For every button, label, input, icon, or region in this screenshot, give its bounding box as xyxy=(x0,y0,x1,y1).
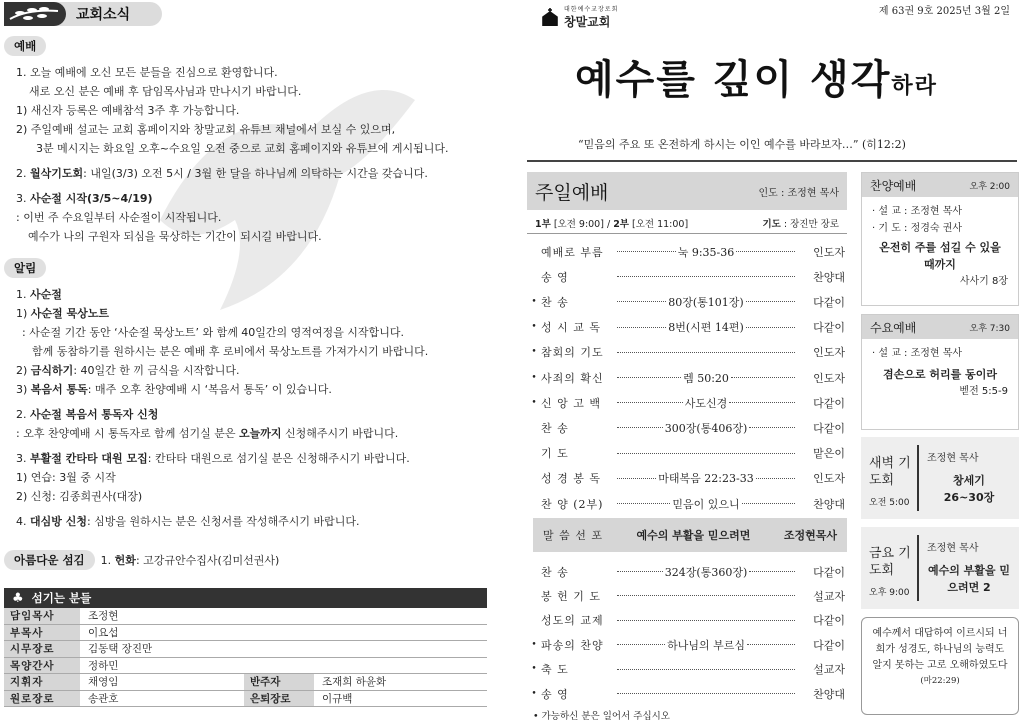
order-middle xyxy=(611,370,801,386)
notice-item-1-1 xyxy=(16,304,428,323)
order-row xyxy=(527,633,845,656)
order-middle xyxy=(611,319,801,335)
order-middle xyxy=(611,352,801,353)
order-content: 눅 9:35-36 xyxy=(677,245,735,259)
notice-item-4 xyxy=(16,512,428,531)
order-content: 300장(통406장) xyxy=(664,421,748,435)
box-prayer: · 기 도 : 정경숙 권사 xyxy=(872,223,963,234)
order-person: 인도자 xyxy=(813,371,845,385)
order-name: 봉 헌 기 도 xyxy=(541,589,601,603)
box-title: 수요예배 xyxy=(870,320,917,335)
order-row xyxy=(527,290,845,313)
staff-name: 이요섭 xyxy=(88,626,119,639)
worship-line: 새로 오신 분은 예배 후 담임목사님과 만나시기 바랍니다. xyxy=(29,85,302,98)
order-person: 다같이 xyxy=(813,614,845,628)
sunday-worship-leader: 인도 : 조정현 목사 xyxy=(758,187,839,199)
sermon-label: 말 씀 선 포 xyxy=(543,529,603,542)
box-sermon: 온전히 주를 섬길 수 있을 때까지 xyxy=(879,241,1001,271)
notice-item-2 xyxy=(16,405,428,424)
notice-item-1-2 xyxy=(16,361,428,380)
stand-note: • 가능하신 분은 일어서 주십시오 xyxy=(533,711,670,720)
order-middle xyxy=(611,453,801,454)
order-content: 80장(통101장) xyxy=(668,295,744,309)
item-label: 사순절 xyxy=(30,288,62,301)
order-name: 찬 송 xyxy=(541,565,569,579)
order-row xyxy=(527,265,845,288)
order-person: 다같이 xyxy=(813,638,845,652)
staff-header xyxy=(4,588,487,608)
service-1: 1부 xyxy=(535,218,551,230)
box-title: 찬양예배 xyxy=(870,178,917,193)
prayer-info xyxy=(762,216,839,230)
staff-name: 김동택 장진만 xyxy=(88,643,153,656)
box-preacher: · 설 교 : 조정현 목사 xyxy=(872,206,963,217)
order-person: 다같이 xyxy=(813,396,845,410)
church-logo xyxy=(540,4,618,30)
order-row xyxy=(527,416,845,439)
sunday-worship-title: 주일예배 xyxy=(535,181,609,204)
item-text: : 고강규안수집사(김미선권사) xyxy=(135,553,280,567)
notice-item-2-text xyxy=(16,424,428,443)
bullet-icon: • xyxy=(531,664,537,675)
church-building-icon xyxy=(540,8,560,26)
quote-text: 예수께서 대답하여 이르시되 너희가 성경도, 하나님의 능력도 알지 못하는 고로 오해하였도다 xyxy=(872,628,1008,671)
item-number: 2. xyxy=(16,167,30,180)
main-title-text: 예수를 깊이 생각 xyxy=(575,56,892,103)
worship-line: : 이번 주 수요일부터 사순절이 시작됩니다. xyxy=(16,211,222,224)
item-text: : 칸타타 대원으로 섬기실 분은 신청해주시기 바랍니다. xyxy=(147,452,410,465)
box-time: 오후 7:30 xyxy=(969,323,1010,334)
worship-line: 예수가 나의 구원자 되심을 묵상하는 기간이 되시길 바랍니다. xyxy=(28,230,322,243)
order-person: 인도자 xyxy=(813,245,845,259)
box-title: 새벽 기도회 xyxy=(869,456,911,488)
item-number: 2) xyxy=(16,364,31,377)
church-name: 창말교회 xyxy=(564,15,611,29)
order-middle xyxy=(611,294,801,310)
staff-role: 반주자 xyxy=(244,674,314,690)
order-middle xyxy=(611,637,801,653)
order-name: 참회의 기도 xyxy=(541,346,604,360)
notice-item-3 xyxy=(16,449,428,468)
order-person: 찬양대 xyxy=(813,687,845,701)
box-time: 오전 5:00 xyxy=(869,498,910,508)
staff-name: 조정현 xyxy=(88,610,119,623)
notice-pill: 알림 xyxy=(4,258,46,278)
table-row xyxy=(4,641,487,658)
item-label: 사순절 묵상노트 xyxy=(30,307,110,320)
box-sermon: 겸손으로 허리를 동이라 xyxy=(883,368,997,381)
item-label: 사순절 시작(3/5~4/19) xyxy=(30,192,153,205)
order-name: 찬 양 (2부) xyxy=(541,497,604,511)
notice-item-1 xyxy=(16,285,428,304)
item-text: : 오후 찬양예배 시 통독자로 함께 섬기실 분은 xyxy=(16,427,239,440)
item-label: 사순절 복음서 통독자 신청 xyxy=(30,408,159,421)
box-ref: 벧전 5:5-9 xyxy=(959,386,1008,397)
order-person: 찬양대 xyxy=(813,497,845,511)
item-text: : 심방을 원하시는 분은 신청서를 작성해주시기 바랍니다. xyxy=(86,515,360,528)
box-preacher: · 설 교 : 조정현 목사 xyxy=(872,348,963,359)
item-label: 복음서 통독 xyxy=(30,383,88,396)
staff-name: 조재희 하윤화 xyxy=(322,676,387,689)
sunday-worship-header xyxy=(527,172,847,210)
box-right xyxy=(919,527,1019,609)
order-person: 다같이 xyxy=(813,295,845,309)
notice-line: 함께 동참하기를 원하시는 분은 예배 후 로비에서 묵상노트를 가져가시기 바랍니다. xyxy=(32,345,429,358)
order-row xyxy=(527,584,845,607)
order-middle xyxy=(611,244,801,260)
worship-section xyxy=(4,36,46,56)
bullet-icon: • xyxy=(531,296,537,307)
staff-title: 섬기는 분들 xyxy=(31,591,92,605)
bullet-icon: • xyxy=(531,688,537,699)
dawn-prayer-box xyxy=(861,437,1019,519)
notice-line: 1) 연습: 3월 중 시작 xyxy=(16,471,116,484)
sermon-title: 예수의 부활을 믿으려면 xyxy=(636,529,751,542)
box-left xyxy=(861,445,919,511)
order-person: 설교자 xyxy=(813,589,845,603)
notice-line: : 사순절 기간 동안 ‘사순절 묵상노트’ 와 함께 40일간의 영적여정을 시작합니다. xyxy=(22,326,404,339)
order-person: 다같이 xyxy=(813,421,845,435)
table-row xyxy=(4,674,487,691)
worship-body xyxy=(16,63,448,246)
box-time: 오후 2:00 xyxy=(969,181,1010,192)
order-content: 8번(시편 14편) xyxy=(668,321,744,335)
order-person: 다같이 xyxy=(813,565,845,579)
notice-item-1-3 xyxy=(16,380,428,399)
beautiful-pill: 아름다운 섬김 xyxy=(4,550,95,570)
order-person: 설교자 xyxy=(813,663,845,677)
order-content: 하나님의 부르심 xyxy=(667,638,745,652)
sermon-box xyxy=(533,518,847,552)
item-number: 1) xyxy=(16,307,31,320)
item-emphasis: 오늘까지 xyxy=(238,427,282,440)
order-name: 성 경 봉 독 xyxy=(541,472,601,486)
bullet-icon: • xyxy=(531,347,537,358)
order-row xyxy=(527,442,845,465)
order-content: 렘 50:20 xyxy=(683,371,729,385)
order-row xyxy=(527,492,845,515)
people-icon: ♣ xyxy=(12,590,24,606)
box-body xyxy=(862,197,1018,296)
item-text: 신청해주시기 바랍니다. xyxy=(281,427,399,440)
order-content: 믿음이 있으니 xyxy=(672,497,740,511)
order-row xyxy=(527,366,845,389)
box-pastor: 조정현 목사 xyxy=(927,453,979,464)
order-middle xyxy=(611,595,801,596)
order-row xyxy=(527,560,845,583)
order-name: 성도의 교제 xyxy=(541,614,604,628)
item-number: 2. xyxy=(16,408,30,421)
worship-line: 1. 오늘 예배에 오신 모든 분들을 진심으로 환영합니다. xyxy=(16,66,278,79)
item-text: : 매주 오후 찬양예배 시 ‘복음서 통독’ 이 있습니다. xyxy=(87,383,332,396)
sunday-worship-times xyxy=(527,212,847,234)
staff-role: 부목사 xyxy=(4,625,80,641)
box-pastor: 조정현 목사 xyxy=(927,543,979,554)
table-row xyxy=(4,691,487,708)
staff-name: 이규백 xyxy=(322,692,353,705)
item-number: 1. xyxy=(100,553,115,567)
staff-role: 담임목사 xyxy=(4,608,80,624)
item-label: 헌화 xyxy=(114,553,136,567)
item-number: 1. xyxy=(16,288,30,301)
box-body xyxy=(862,339,1018,406)
order-name: 축 도 xyxy=(541,663,569,677)
wednesday-worship-box xyxy=(861,314,1019,430)
bullet-icon: • xyxy=(531,639,537,650)
item-number: 3. xyxy=(16,192,30,205)
order-middle xyxy=(611,496,801,512)
order-middle xyxy=(611,395,801,411)
order-name: 신 앙 고 백 xyxy=(541,396,601,410)
friday-prayer-box xyxy=(861,527,1019,609)
box-right xyxy=(919,437,1019,519)
table-row xyxy=(4,658,487,675)
olive-branch-icon xyxy=(4,2,66,26)
order-row xyxy=(527,391,845,414)
box-text: 창세기 26~30장 xyxy=(943,474,995,504)
item-number: 3. xyxy=(16,452,30,465)
order-row xyxy=(527,609,845,632)
bullet-icon: • xyxy=(531,397,537,408)
service-2: 2부 xyxy=(613,218,629,230)
order-name: 송 영 xyxy=(541,687,569,701)
staff-name: 채영임 xyxy=(88,676,119,689)
item-text: : 내일(3/3) 오전 5시 / 3월 한 달을 하나님께 의탁하는 시간을 갖습니다. xyxy=(83,167,428,180)
quote-box xyxy=(861,617,1019,715)
order-row xyxy=(527,682,845,705)
order-name: 기 도 xyxy=(541,447,569,461)
theme-verse: “믿음의 주요 또 온전하게 하시는 이인 예수를 바라보자…” (히12:2) xyxy=(578,138,906,151)
main-title xyxy=(575,48,938,105)
order-name: 찬 송 xyxy=(541,295,569,309)
bullet-icon: • xyxy=(531,322,537,333)
service-1-time: [오전 9:00] / xyxy=(550,218,614,230)
order-middle xyxy=(611,564,801,580)
order-middle xyxy=(611,693,801,694)
prayer-person: : 장진만 장로 xyxy=(780,218,839,230)
table-row xyxy=(4,608,487,625)
box-ref: 사사기 8장 xyxy=(959,276,1008,287)
order-name: 사죄의 확신 xyxy=(541,371,604,385)
order-name: 송 영 xyxy=(541,270,569,284)
order-person: 다같이 xyxy=(813,321,845,335)
order-name: 예배로 부름 xyxy=(541,245,604,259)
staff-role: 목양간사 xyxy=(4,658,80,674)
praise-worship-box xyxy=(861,172,1019,306)
item-label: 금식하기 xyxy=(30,364,74,377)
box-header xyxy=(862,315,1018,339)
staff-role: 지휘자 xyxy=(4,674,80,690)
staff-name: 송관호 xyxy=(88,692,119,705)
order-middle xyxy=(611,276,801,277)
order-name: 찬 송 xyxy=(541,421,569,435)
box-text: 예수의 부활을 믿으려면 2 xyxy=(927,564,1011,594)
order-row xyxy=(527,658,845,681)
item-number: 3) xyxy=(16,383,31,396)
prayer-label: 기도 xyxy=(762,218,781,230)
issue-info: 제 63권 9호 2025년 3월 2일 xyxy=(878,6,1010,17)
order-middle xyxy=(611,669,801,670)
order-content: 324장(통360장) xyxy=(664,565,748,579)
notice-body xyxy=(16,285,428,531)
box-time: 오후 9:00 xyxy=(869,588,910,598)
service-2-time: [오전 11:00] xyxy=(628,218,689,230)
order-middle xyxy=(611,420,801,436)
order-content: 사도신경 xyxy=(684,396,728,410)
item-label: 부활절 칸타타 대원 모집 xyxy=(30,452,148,465)
church-denomination: 대한예수교장로회 xyxy=(564,6,619,13)
box-left xyxy=(861,535,919,601)
news-title: 교회소식 xyxy=(76,7,131,23)
order-person: 찬양대 xyxy=(813,270,845,284)
order-row xyxy=(527,240,845,263)
beautiful-service xyxy=(4,550,279,570)
worship-line: 2) 주일예배 설교는 교회 홈페이지와 창말교회 유튜브 채널에서 보실 수 있으며, xyxy=(16,123,396,136)
order-content: 마태복음 22:23-33 xyxy=(658,472,754,486)
worship-item-3 xyxy=(16,189,448,208)
staff-name: 정하민 xyxy=(88,659,119,672)
service-times xyxy=(535,216,688,230)
notice-section xyxy=(4,258,46,278)
order-person: 인도자 xyxy=(813,472,845,486)
worship-line: 3분 메시지는 화요일 오후~수요일 오전 중으로 교회 홈페이지와 유튜브에 게시됩니다. xyxy=(36,142,449,155)
order-person: 인도자 xyxy=(813,346,845,360)
sermon-preacher: 조정현목사 xyxy=(783,529,837,542)
staff-role: 원로장로 xyxy=(4,691,80,707)
order-middle xyxy=(611,620,801,621)
order-row xyxy=(527,467,845,490)
staff-role: 시무장로 xyxy=(4,641,80,657)
item-label: 월삭기도회 xyxy=(30,167,84,180)
order-name: 파송의 찬양 xyxy=(541,638,604,652)
bullet-icon: • xyxy=(531,372,537,383)
staff-role: 은퇴장로 xyxy=(244,691,314,707)
order-name: 성 시 교 독 xyxy=(541,321,601,335)
news-header xyxy=(4,2,162,26)
box-header xyxy=(862,173,1018,197)
table-row xyxy=(4,625,487,642)
divider xyxy=(527,160,1017,162)
order-middle xyxy=(611,470,801,486)
order-row xyxy=(527,341,845,364)
worship-line: 1) 새신자 등록은 예배참석 3주 후 가능합니다. xyxy=(16,104,240,117)
notice-line: 2) 신청: 김종희권사(대장) xyxy=(16,490,143,503)
quote-ref: (마22:29) xyxy=(920,676,960,686)
item-number: 4. xyxy=(16,515,30,528)
main-title-tail: 하라 xyxy=(891,73,938,99)
order-row xyxy=(527,316,845,339)
staff-table xyxy=(4,588,487,707)
item-text: : 40일간 한 끼 금식을 시작합니다. xyxy=(73,364,240,377)
worship-item-2 xyxy=(16,164,448,183)
beautiful-text xyxy=(101,551,280,570)
item-label: 대심방 신청 xyxy=(30,515,87,528)
worship-pill: 예배 xyxy=(4,36,46,56)
order-person: 맡은이 xyxy=(813,447,845,461)
box-title: 금요 기도회 xyxy=(869,546,911,578)
